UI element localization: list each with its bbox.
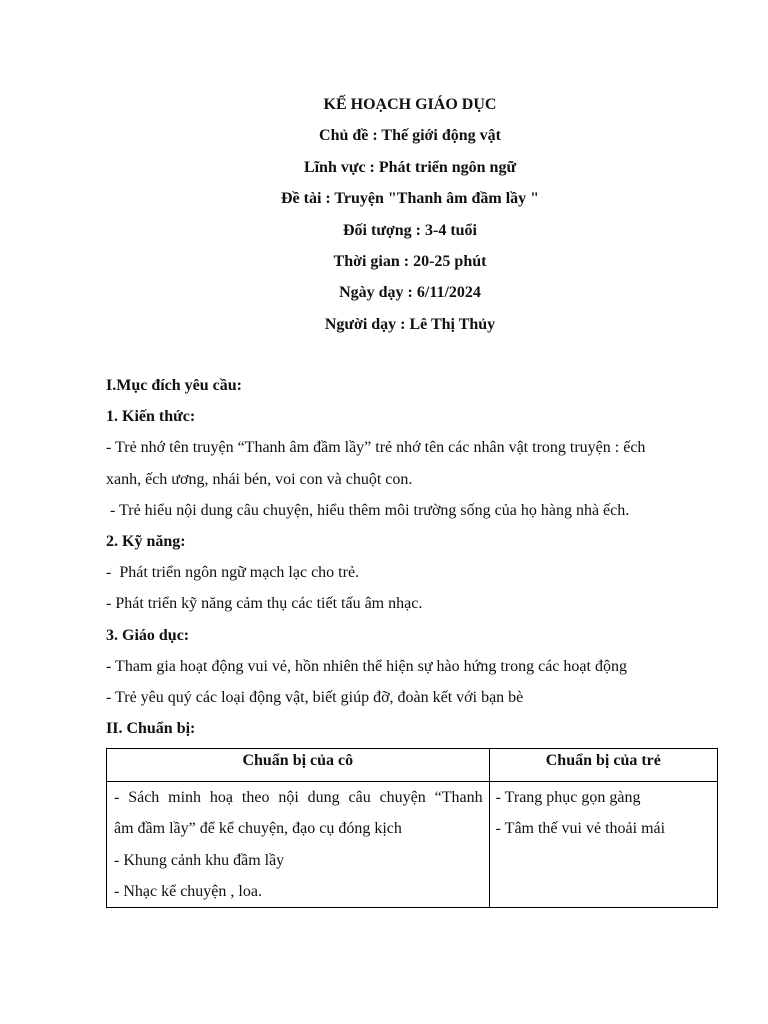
education-line-1: - Tham gia hoạt động vui vẻ, hồn nhiên thể hiện sự hào hứng trong các hoạt động bbox=[106, 657, 627, 675]
document-title: KẾ HOẠCH GIÁO DỤC bbox=[323, 96, 497, 113]
subheading-skills: 2. Kỹ năng: bbox=[106, 532, 186, 550]
list-item: - Tâm thế vui vẻ thoải mái bbox=[495, 820, 666, 838]
document-header bbox=[0, 89, 768, 340]
knowledge-line-3: - Trẻ hiểu nội dung câu chuyện, hiểu thêm môi trường sống của họ hàng nhà ếch. bbox=[106, 501, 630, 519]
section-heading-objectives: I.Mục đích yêu cầu: bbox=[106, 377, 242, 394]
list-item: - Nhạc kể chuyện , loa. bbox=[114, 882, 262, 900]
document-body bbox=[106, 370, 718, 744]
subject-line: Đề tài : Truyện "Thanh âm đầm lầy " bbox=[280, 190, 540, 208]
child-prep-cell bbox=[489, 782, 717, 908]
knowledge-line-2: xanh, ếch ương, nhái bén, voi con và chuột con. bbox=[106, 470, 413, 488]
knowledge-line-1: - Trẻ nhớ tên truyện “Thanh âm đầm lầy” trẻ nhớ tên các nhân vật trong truyện : ếch bbox=[106, 439, 646, 457]
audience-line: Đối tượng : 3-4 tuổi bbox=[342, 221, 477, 239]
list-item: - Sách minh hoạ theo nội dung câu chuyện “Thanh bbox=[114, 789, 483, 806]
skills-line-2: - Phát triển kỹ năng cảm thụ các tiết tấu âm nhạc. bbox=[106, 595, 423, 613]
field-line: Lĩnh vực : Phát triển ngôn ngữ bbox=[303, 158, 517, 176]
duration-line: Thời gian : 20-25 phút bbox=[333, 252, 487, 270]
table-header-teacher: Chuẩn bị của cô bbox=[107, 749, 490, 782]
skills-line-1: - Phát triển ngôn ngữ mạch lạc cho trẻ. bbox=[106, 564, 360, 582]
table-header-child: Chuẩn bị của trẻ bbox=[489, 749, 717, 782]
section-heading-preparation: II. Chuẩn bị: bbox=[106, 720, 196, 738]
table-header-row bbox=[107, 749, 718, 782]
subheading-education: 3. Giáo dục: bbox=[106, 626, 190, 644]
list-item: - Trang phục gọn gàng bbox=[495, 789, 641, 806]
teacher-line: Người dạy : Lê Thị Thủy bbox=[324, 315, 496, 333]
table-row bbox=[107, 782, 718, 908]
teacher-prep-cell bbox=[107, 782, 490, 908]
date-line: Ngày dạy : 6/11/2024 bbox=[339, 284, 481, 302]
list-item: - Khung cảnh khu đầm lầy bbox=[114, 851, 285, 869]
preparation-table bbox=[106, 748, 718, 908]
subheading-knowledge: 1. Kiến thức: bbox=[106, 408, 196, 426]
list-item: âm đầm lầy” để kể chuyện, đạo cụ đóng kịch bbox=[114, 820, 402, 838]
education-line-2: - Trẻ yêu quý các loại động vật, biết giúp đỡ, đoàn kết với bạn bè bbox=[106, 688, 524, 706]
topic-line: Chủ đề : Thế giới động vật bbox=[319, 127, 501, 145]
